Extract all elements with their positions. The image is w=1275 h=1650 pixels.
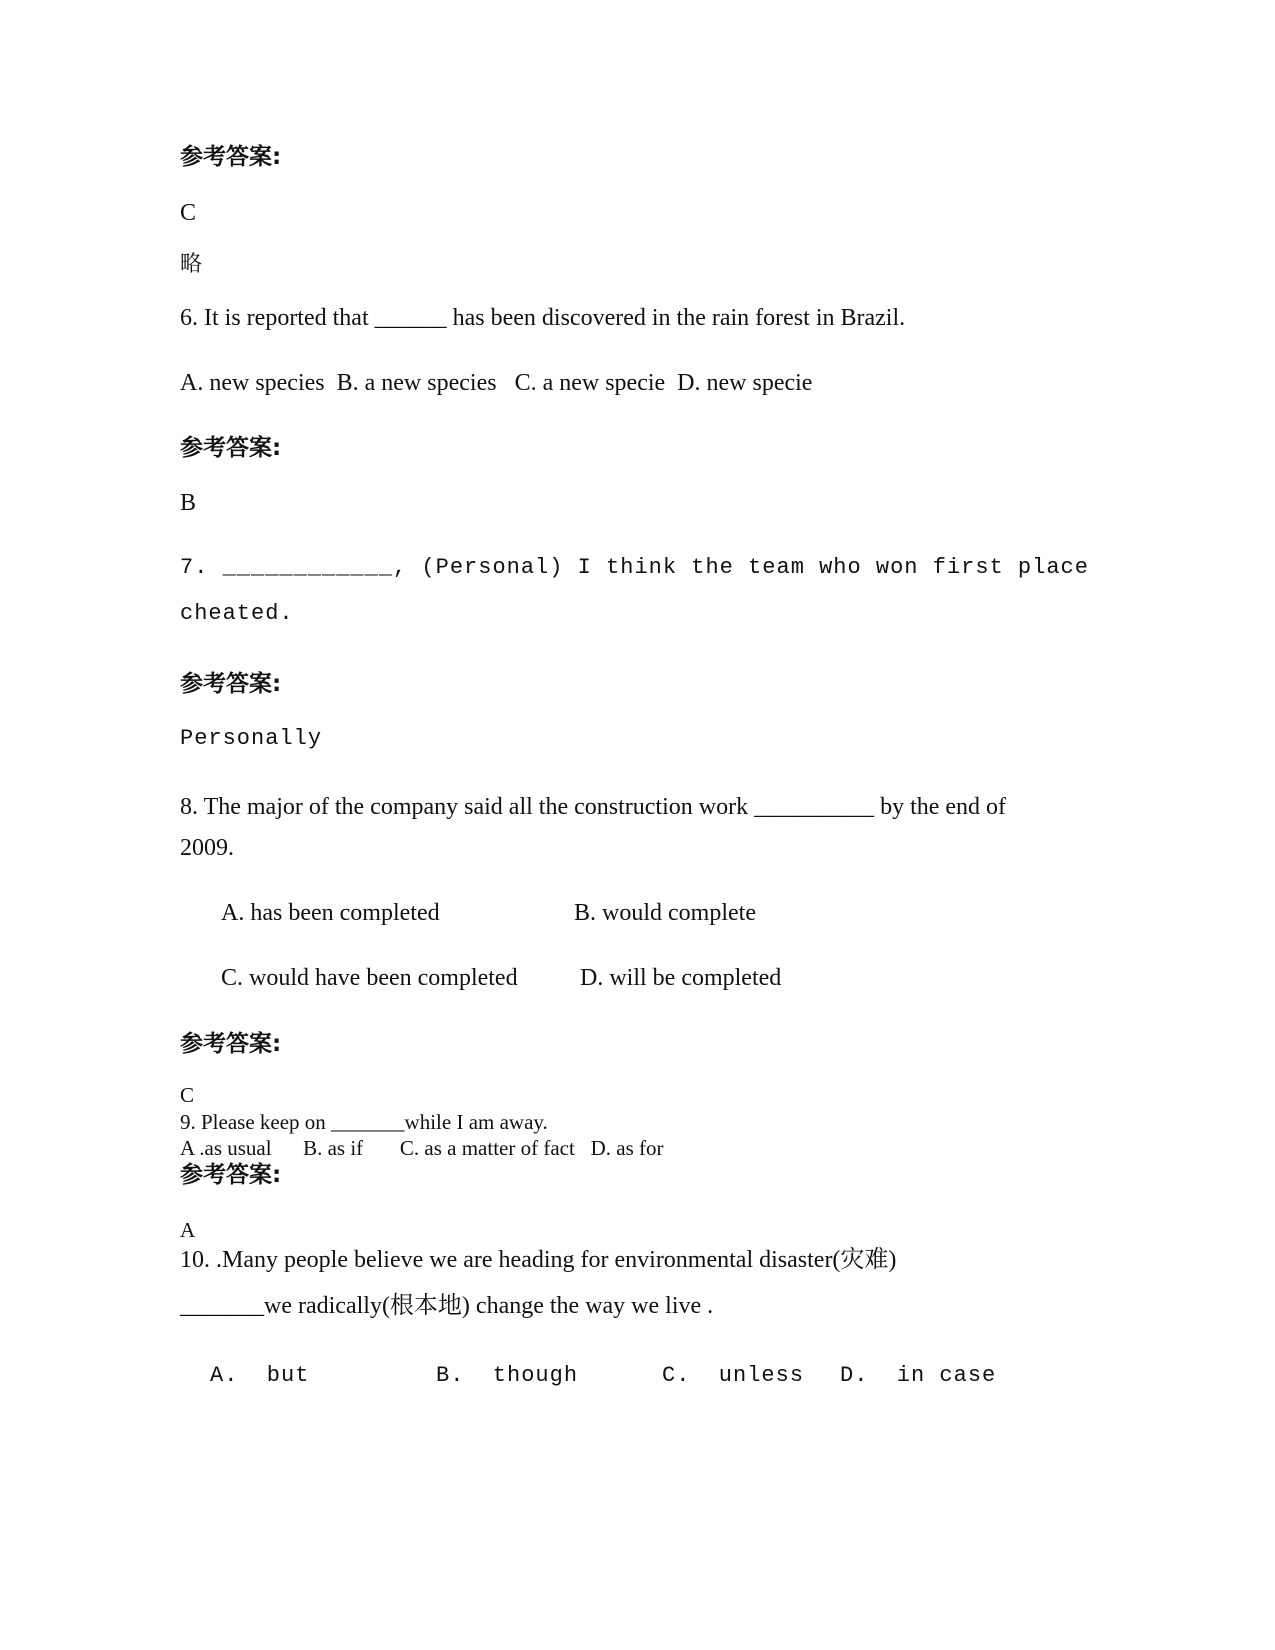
q7-stem-line2: cheated.	[180, 601, 294, 626]
q8-option-d: D. will be completed	[580, 965, 782, 991]
q10-option-c: C. unless	[662, 1363, 805, 1388]
q6-options: A. new species B. a new species C. a new specie D. new specie	[180, 370, 813, 396]
q6-answer: B	[180, 490, 197, 516]
q5-answer: C	[180, 200, 197, 226]
q9-answer: A	[180, 1218, 196, 1242]
q8-stem-line2: 2009.	[180, 835, 234, 861]
answer-label: 参考答案:	[180, 671, 282, 697]
q8-answer: C	[180, 1083, 195, 1107]
q10-option-d: D. in case	[840, 1363, 997, 1388]
answer-label: 参考答案:	[180, 1031, 282, 1057]
answer-label: 参考答案:	[180, 1162, 282, 1188]
answer-label: 参考答案:	[180, 435, 282, 461]
q8-stem-line1: 8. The major of the company said all the construction work __________ by the end of	[180, 794, 1007, 820]
q10-stem-line1: 10. .Many people believe we are heading for environmental disaster(灾难)	[180, 1247, 897, 1273]
q8-option-a: A. has been completed	[221, 900, 440, 926]
q6-stem: 6. It is reported that ______ has been discovered in the rain forest in Brazil.	[180, 305, 906, 331]
q8-option-b: B. would complete	[574, 900, 756, 926]
answer-label: 参考答案:	[180, 144, 282, 170]
q9-options: A .as usual B. as if C. as a matter of fact D. as for	[180, 1136, 664, 1160]
q7-stem-line1: 7. ____________, (Personal) I think the team who won first place	[180, 555, 1089, 580]
q7-answer: Personally	[180, 726, 323, 751]
q10-stem-line2: _______we radically(根本地) change the way we live .	[180, 1293, 714, 1319]
q9-stem: 9. Please keep on _______while I am away.	[180, 1110, 548, 1134]
q8-option-c: C. would have been completed	[221, 965, 518, 991]
q10-option-a: A. but	[210, 1363, 310, 1388]
q10-option-b: B. though	[436, 1363, 579, 1388]
q5-note: 略	[180, 252, 203, 277]
